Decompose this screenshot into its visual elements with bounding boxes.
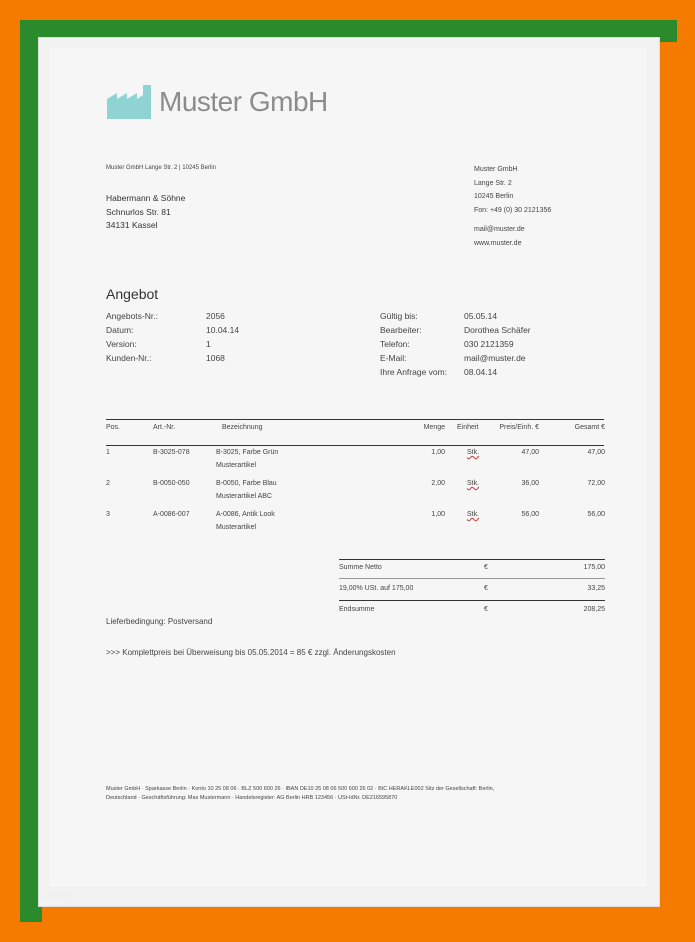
ust-currency: € <box>484 585 488 592</box>
meta-left-labels <box>106 309 158 365</box>
th-pos: Pos. <box>106 424 121 431</box>
meta-value: 2056 <box>206 311 225 321</box>
meta-label: Angebots-Nr.: <box>106 311 158 321</box>
footer <box>106 785 606 803</box>
company-block <box>474 163 551 250</box>
meta-right-labels <box>380 309 447 379</box>
document-page <box>51 49 645 885</box>
ust-value: 33,25 <box>587 585 605 592</box>
meta-label: Version: <box>106 339 137 349</box>
meta-value: 05.05.14 <box>464 311 498 321</box>
row-bez-line1: B-3025, Farbe Grün <box>216 449 279 456</box>
totals-mid-rule <box>339 578 605 579</box>
row-bez <box>216 509 275 534</box>
th-bez: Bezeichnung <box>222 424 263 431</box>
meta-right-values <box>464 309 531 379</box>
company-email: mail@muster.de <box>474 226 525 233</box>
meta-value: 030 2121359 <box>464 339 514 349</box>
row-menge: 1,00 <box>431 449 445 456</box>
meta-label: Ihre Anfrage vom: <box>380 367 448 377</box>
totals-bottom-rule <box>339 600 605 601</box>
table-header-rule <box>106 445 604 446</box>
meta-label: Datum: <box>106 325 134 335</box>
meta-label: Telefon: <box>380 339 410 349</box>
meta-label: Bearbeiter: <box>380 325 422 335</box>
footer-line: Muster GmbH · Sparkasse Berlin · Konto 10 25 08 06 · BLZ 500 600 26 · IBAN DE10 25 08 06 500 600 26 02 · BIC HERAKLE002 Sitz der Gesellschaft: Berlin, <box>106 786 495 792</box>
meta-value: mail@muster.de <box>464 353 526 363</box>
row-pos: 3 <box>106 511 110 518</box>
meta-label: E-Mail: <box>380 353 407 363</box>
sender-line: Muster GmbH Lange Str. 2 | 10245 Berlin <box>106 165 216 171</box>
recipient-address <box>106 192 185 233</box>
row-preis: 56,00 <box>521 511 539 518</box>
meta-value: 08.04.14 <box>464 367 498 377</box>
row-bez-line2: Musterartikel <box>216 461 257 469</box>
meta-label: Kunden-Nr.: <box>106 353 152 363</box>
row-menge: 2,00 <box>431 480 445 487</box>
company-line: 10245 Berlin <box>474 193 514 200</box>
recipient-line: Habermann & Söhne <box>106 193 186 203</box>
company-website: www.muster.de <box>474 239 522 247</box>
row-gesamt: 47,00 <box>587 449 605 456</box>
meta-value: 10.04.14 <box>206 325 240 335</box>
payment-note: >>> Komplettpreis bei Überweisung bis 05.05.2014 = 85 € zzgl. Änderungskosten <box>106 648 396 657</box>
end-value: 208,25 <box>583 606 605 613</box>
row-menge: 1,00 <box>431 511 445 518</box>
th-einheit: Einheit <box>457 424 479 431</box>
row-preis: 47,00 <box>521 449 539 456</box>
row-preis: 36,00 <box>521 480 539 487</box>
company-line: Lange Str. 2 <box>474 179 512 187</box>
document-title: Angebot <box>106 286 159 302</box>
ust-label: 19,00% USt. auf 175,00 <box>339 585 414 592</box>
netto-value: 175,00 <box>583 564 605 571</box>
factory-icon <box>107 85 153 119</box>
table-top-rule <box>106 419 604 420</box>
recipient-line: 34131 Kassel <box>106 220 158 230</box>
netto-label: Summe Netto <box>339 564 382 571</box>
footer-line: Deutschland · Geschäftsführung: Max Mustermann · Handelsregister: AG Berlin HRB 123456 · USt-IdNr. DE216595870 <box>106 795 398 801</box>
row-bez-line2: Musterartikel <box>216 523 257 531</box>
watermark: vorlagen <box>40 890 79 900</box>
company-logo <box>107 85 328 119</box>
end-label: Endsumme <box>339 606 375 613</box>
meta-value: 1 <box>206 339 211 349</box>
row-bez-line2: Musterartikel ABC <box>216 492 273 500</box>
row-gesamt: 72,00 <box>587 480 605 487</box>
row-pos: 1 <box>106 449 110 456</box>
row-bez-line1: A-0086, Antik Look <box>216 511 275 518</box>
meta-left-values <box>206 309 239 365</box>
netto-currency: € <box>484 564 488 571</box>
totals-top-rule <box>339 559 605 560</box>
end-currency: € <box>484 606 488 613</box>
row-pos: 2 <box>106 480 110 487</box>
th-art: Art.-Nr. <box>153 424 176 431</box>
company-line: Fon: +49 (0) 30 2121356 <box>474 206 552 214</box>
row-gesamt: 56,00 <box>587 511 605 518</box>
company-line: Muster GmbH <box>474 166 518 173</box>
meta-value: Dorothea Schäfer <box>464 325 531 335</box>
meta-value: 1068 <box>206 353 225 363</box>
row-einheit: Stk. <box>467 480 480 487</box>
row-einheit: Stk. <box>467 449 480 456</box>
logo-text: Muster GmbH <box>159 86 328 117</box>
meta-label: Gültig bis: <box>380 311 418 321</box>
th-gesamt: Gesamt € <box>574 424 605 431</box>
row-bez <box>216 478 277 503</box>
row-art: A-0086-007 <box>153 511 190 518</box>
row-bez <box>216 447 278 472</box>
row-art: B-0050-050 <box>153 480 190 487</box>
row-art: B-3025-078 <box>153 449 190 456</box>
th-preis: Preis/Einh. € <box>499 424 539 431</box>
row-einheit: Stk. <box>467 511 480 518</box>
th-menge: Menge <box>423 424 445 431</box>
delivery-condition: Lieferbedingung: Postversand <box>106 617 213 626</box>
row-bez-line1: B-0050, Farbe Blau <box>216 480 277 487</box>
recipient-line: Schnurlos Str. 81 <box>106 206 171 217</box>
